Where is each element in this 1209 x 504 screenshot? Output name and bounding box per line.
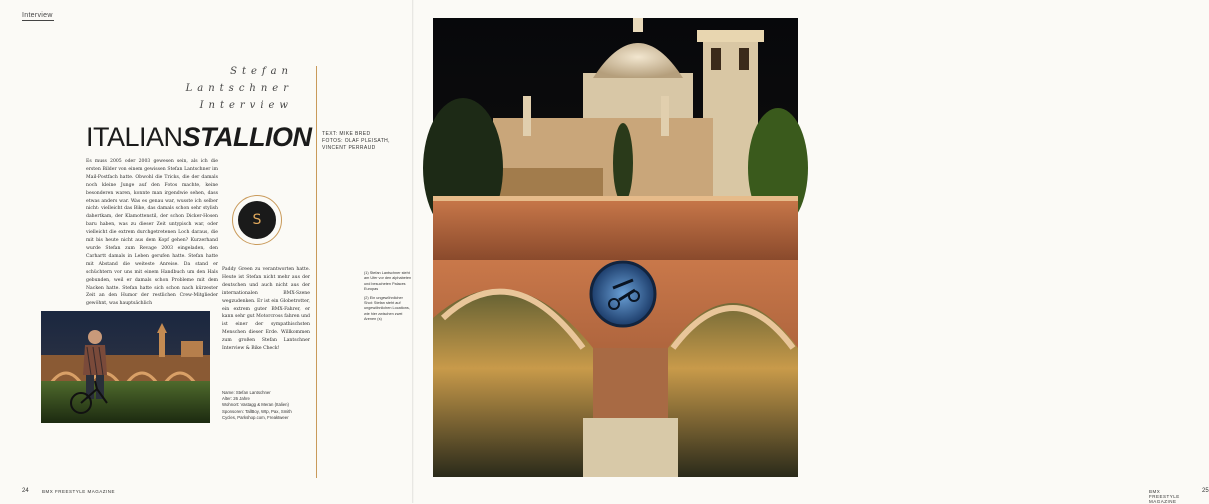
rider-info-line: Alter: 26 Jahre <box>222 396 250 402</box>
article-title <box>86 121 312 153</box>
page-number-right: 25 <box>1202 488 1209 494</box>
magazine-name-left: BMX FREESTYLE MAGAZINE <box>42 489 116 494</box>
rider-portrait-photo <box>41 311 210 423</box>
rider-info-line: Sponsoren: TallBoy, Wtp, Pax, Smith <box>222 408 292 414</box>
credit-line: TEXT: MIKE BRED <box>322 131 371 137</box>
section-label: Interview <box>22 12 53 19</box>
photo-captions <box>364 271 412 326</box>
rider-info-line: Name: Stefan Lantschner <box>222 390 271 395</box>
article-credits <box>322 131 402 152</box>
dropcap-badge <box>232 195 282 245</box>
photo-caption-2: (2) Ein ungewöhnlicher Shot: Stefan steht auf ungewöhnlichen Locations, wie hier zwischen zwei Arenen (s) <box>364 295 410 322</box>
rider-info-line: Wohnort: Vastagg & Meran (Italien) <box>222 402 289 408</box>
page-number-left: 24 <box>22 488 29 494</box>
magazine-name-right: BMX FREESTYLE MAGAZINE <box>1149 489 1180 504</box>
rider-info-line: Cycles, Parkshop.com, Freaktweer <box>222 414 289 420</box>
credit-line: VINCENT PERRAUD <box>322 145 376 151</box>
credit-line: FOTOS: OLAF PLEISATH, <box>322 138 390 144</box>
rider-info-box <box>222 390 310 421</box>
left-page <box>0 0 413 503</box>
bridge-night-image <box>433 18 798 477</box>
accent-divider <box>316 66 317 478</box>
subtitle-line-3: Interview <box>199 100 293 111</box>
photo-caption-1: (1) Stefan Lantschner steht am Ufer vor den alphabeten und besucheten Palaces Europas <box>364 271 412 292</box>
article-column-2: Paddy Green zu verantworten hatte. Heute ist Stefan nicht mehr aus der deutschen und auch nicht aus der internationalen BMX-Szene wegzudenken. Er ist ein Globetrotter, ein extrem guter BMX-Fahrer, er kann sehr gut Motorcross fahren und ist einer der sympathischsten Menschen dieser Erde. Willkommen zum großen Stefan Lantschner Interview & Bike Check! <box>222 267 310 352</box>
page-gutter <box>412 0 414 503</box>
subtitle-line-1: Stefan <box>230 66 293 77</box>
rider-portrait-image <box>41 311 210 423</box>
title-light: ITALIAN <box>86 122 183 152</box>
article-column-1: Es muss 2005 oder 2003 gewesen sein, als ich die ersten Bilder von einem gewissen Stefan Lantschner im Mail-Postfach hatte. Obwohl die Tricks, die der damals noch kleine Junge auf den Fotos machte, keine besonderen waren, konnte man irgendwie sehen, dass etwas anders war. Was es genau war, wusste ich selber nicht: vielleicht das Bike, das damals schon sehr stylish dahertkam, der Klamottenstil, der schon Dicker-Hosen baru haben, was zu dieser Zeit untypisch war, oder vielleicht die extrem durchgetretenen Loch daraus, die mit bis heute nicht aus dem Kopf gehen? Kurzerhand wurde Stefan zum Revage 2003 eingeladen, den Carhartt damals in Leben gerufen hatte. Stefan hatte mit Abstand die weiteste Anreise. Da stand er schüchtern vor uns mit einem Handbuch um den Hals gebunden, weil er damals schon Probleme mit dem Nacken hatte. Stefan hatte sich schon nach kürzester Zeit an den Humor der restlichen Crew-Mitglieder gewöhnt, was hauptsächlich <box>86 159 218 307</box>
bridge-night-photo <box>433 18 798 477</box>
dropcap-letter: S <box>238 201 276 239</box>
subtitle-line-2: Lantschner <box>185 83 293 94</box>
title-bold: STALLION <box>182 122 312 152</box>
